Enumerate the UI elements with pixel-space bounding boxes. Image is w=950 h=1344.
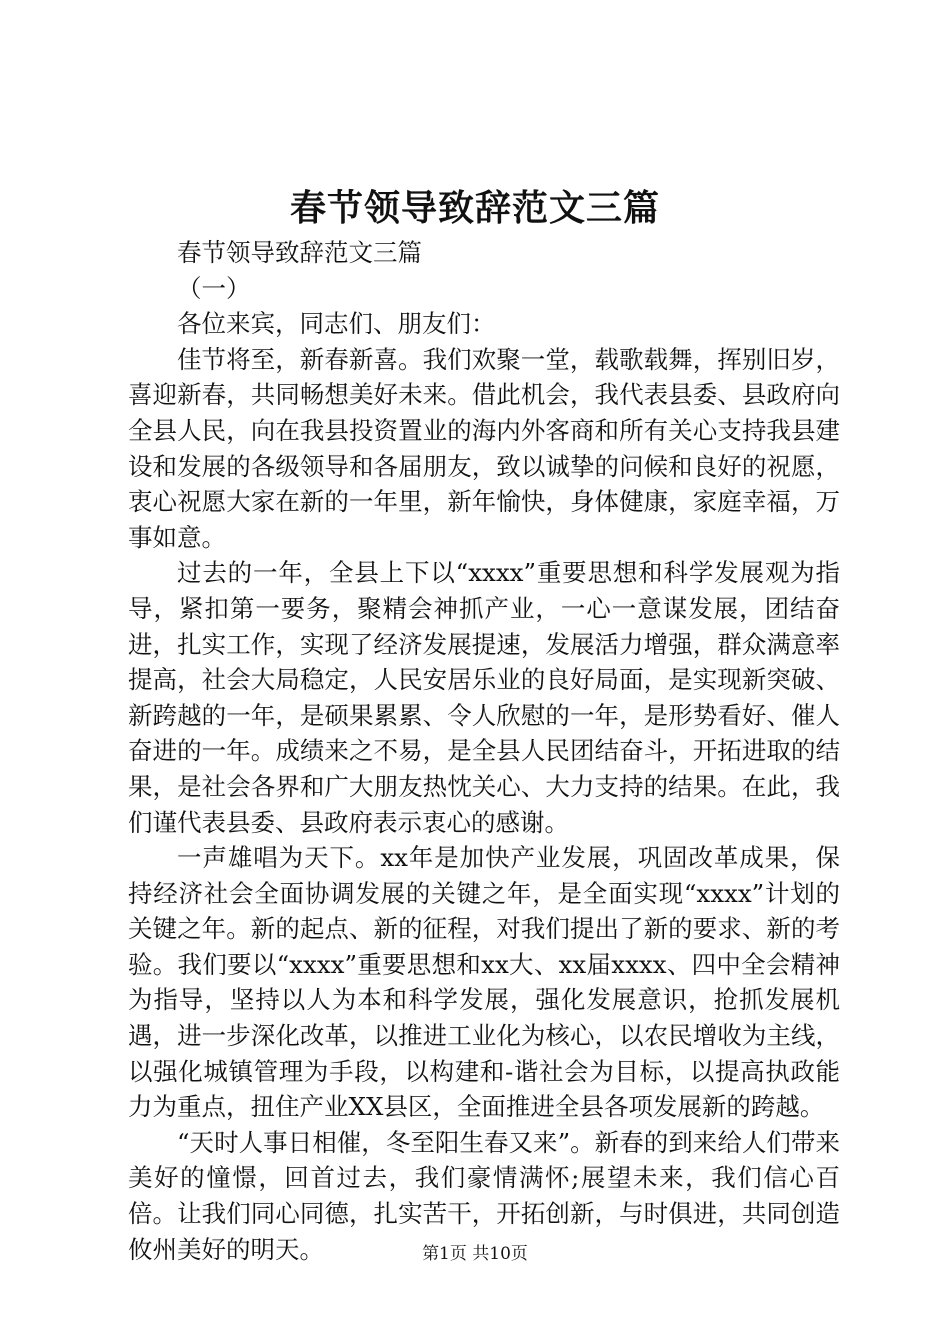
page-footer: 第1页 共10页 [422, 1244, 528, 1264]
salutation: 各位来宾，同志们、朋友们： [177, 309, 496, 339]
paragraph: 一声雄唱为天下。xx年是加快产业发展，巩固改革成果，保持经济社会全面协调发展的关键之年，是全面实现“xxxx”计划的关键之年。新的起点、新的征程，对我们提出了新的要求、新的考验。我们要以“xxxx”重要思想和xx大、xx届xxxx、四中全会精神为指导，坚持以人为本和科学发展，强化发展意识，抢抓发展机遇，进一步深化改革，以推进工业化为核心，以农民增收为主线，以强化城镇管理为手段，以构建和-谐社会为目标，以提高执政能力为重点，扭住产业XX县区，全面推进全县各项发展新的跨越。 [128, 843, 840, 1122]
paragraph: “天时人事日相催，冬至阳生春又来”。新春的到来给人们带来美好的憧憬，回首过去，我们豪情满怀;展望未来，我们信心百倍。让我们同心同德，扎实苦干，开拓创新，与时俱进，共同创造攸州美好的明天。 [128, 1127, 840, 1264]
document-title: 春节领导致辞范文三篇 [289, 187, 660, 229]
section-mark: （一） [177, 273, 251, 303]
subtitle: 春节领导致辞范文三篇 [177, 238, 422, 267]
paragraph: 过去的一年，全县上下以“xxxx”重要思想和科学发展观为指导，紧扣第一要务，聚精会神抓产业，一心一意谋发展，团结奋进，扎实工作，实现了经济发展提速，发展活力增强，群众满意率提高，社会大局稳定，人民安居乐业的良好局面，是实现新突破、新跨越的一年，是硕果累累、令人欣慰的一年，是形势看好、催人奋进的一年。成绩来之不易，是全县人民团结奋斗，开拓进取的结果，是社会各界和广大朋友热忱关心、大力支持的结果。在此，我们谨代表县委、县政府表示衷心的感谢。 [128, 558, 840, 837]
paragraph: 佳节将至，新春新喜。我们欢聚一堂，载歌载舞，挥别旧岁，喜迎新春，共同畅想美好未来。借此机会，我代表县委、县政府向全县人民，向在我县投资置业的海内外客商和所有关心支持我县建设和发展的各级领导和各届朋友，致以诚挚的问候和良好的祝愿，衷心祝愿大家在新的一年里，新年愉快，身体健康，家庭幸福，万事如意。 [128, 344, 840, 552]
document-body [128, 235, 840, 1267]
